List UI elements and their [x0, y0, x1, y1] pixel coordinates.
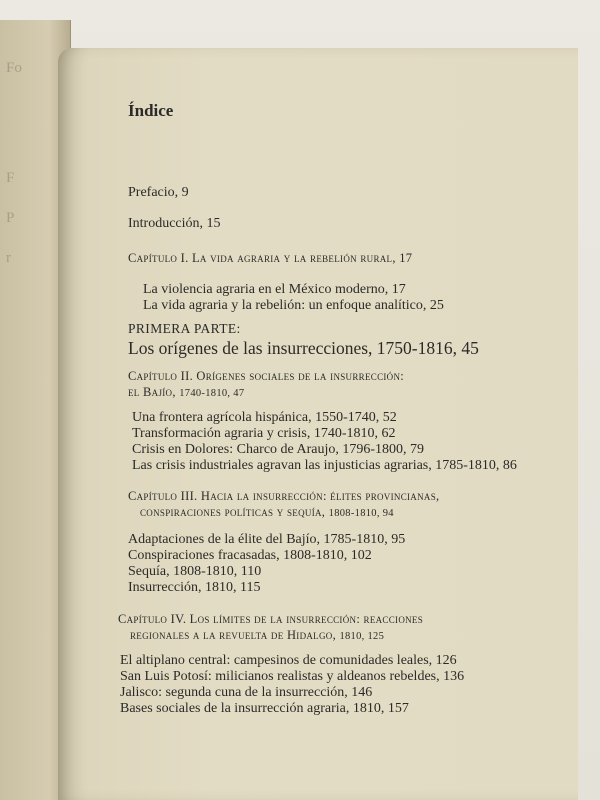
- chapter-4-title: Capítulo IV. Los límites de la insurrección: reacciones: [118, 612, 424, 626]
- toc-entry: Jalisco: segunda cuna de la insurrección, 146: [120, 685, 373, 700]
- chapter-2-title-cont: [128, 384, 244, 402]
- chapter-1-title: Capítulo I. La vida agraria y la rebelión rural, 17: [128, 251, 413, 265]
- chapter-4-title-text: regionales a la revuelta de Hidalgo,: [130, 628, 337, 642]
- facing-page-text: r: [6, 250, 11, 266]
- toc-entry: Crisis en Dolores: Charco de Araujo, 1796-1800, 79: [132, 442, 425, 457]
- toc-entry: La violencia agraria en el México moderno, 17: [143, 282, 406, 297]
- chapter-3-title-text: conspiraciones políticas y sequía,: [140, 505, 326, 519]
- toc-entry: Bases sociales de la insurrección agraria, 1810, 157: [120, 701, 409, 716]
- chapter-2-title-text: el Bajío,: [128, 385, 176, 399]
- toc-entry-introduccion: Introducción, 15: [128, 216, 221, 231]
- toc-entry: Las crisis industriales agravan las injusticias agrarias, 1785-1810, 86: [132, 458, 517, 473]
- toc-entry: Adaptaciones de la élite del Bajío, 1785-1810, 95: [128, 532, 406, 547]
- facing-page-text: F: [6, 170, 15, 186]
- toc-entry: Conspiraciones fracasadas, 1808-1810, 102: [128, 548, 372, 563]
- chapter-4-pages: 1810, 125: [339, 631, 385, 642]
- table-of-contents: [118, 100, 578, 800]
- chapter-2-title: Capítulo II. Orígenes sociales de la insurrección:: [128, 369, 405, 383]
- chapter-3-title: Capítulo III. Hacia la insurrección: élites provincianas,: [128, 489, 440, 503]
- toc-entry: El altiplano central: campesinos de comunidades leales, 126: [120, 653, 457, 668]
- toc-entry: San Luis Potosí: milicianos realistas y aldeanos rebeldes, 136: [120, 669, 465, 684]
- facing-page-text: Fo: [6, 60, 22, 76]
- part-title: Los orígenes de las insurrecciones, 1750-1816, 45: [128, 338, 479, 358]
- book-page: [58, 48, 578, 800]
- part-label: PRIMERA PARTE:: [128, 321, 241, 336]
- page-title: Índice: [128, 101, 174, 120]
- toc-entry: Transformación agraria y crisis, 1740-1810, 62: [132, 426, 396, 441]
- chapter-3-pages: 1808-1810, 94: [328, 508, 394, 519]
- toc-entry-prefacio: Prefacio, 9: [128, 185, 189, 200]
- facing-page-text: P: [6, 210, 15, 226]
- toc-entry: Sequía, 1808-1810, 110: [128, 564, 262, 579]
- chapter-2-pages: 1740-1810, 47: [179, 388, 245, 399]
- chapter-3-title-cont: [140, 504, 394, 522]
- chapter-4-title-cont: [130, 627, 384, 645]
- toc-entry: La vida agraria y la rebelión: un enfoque analítico, 25: [143, 298, 444, 313]
- toc-entry: Una frontera agrícola hispánica, 1550-1740, 52: [132, 410, 397, 425]
- toc-entry: Insurrección, 1810, 115: [128, 580, 261, 595]
